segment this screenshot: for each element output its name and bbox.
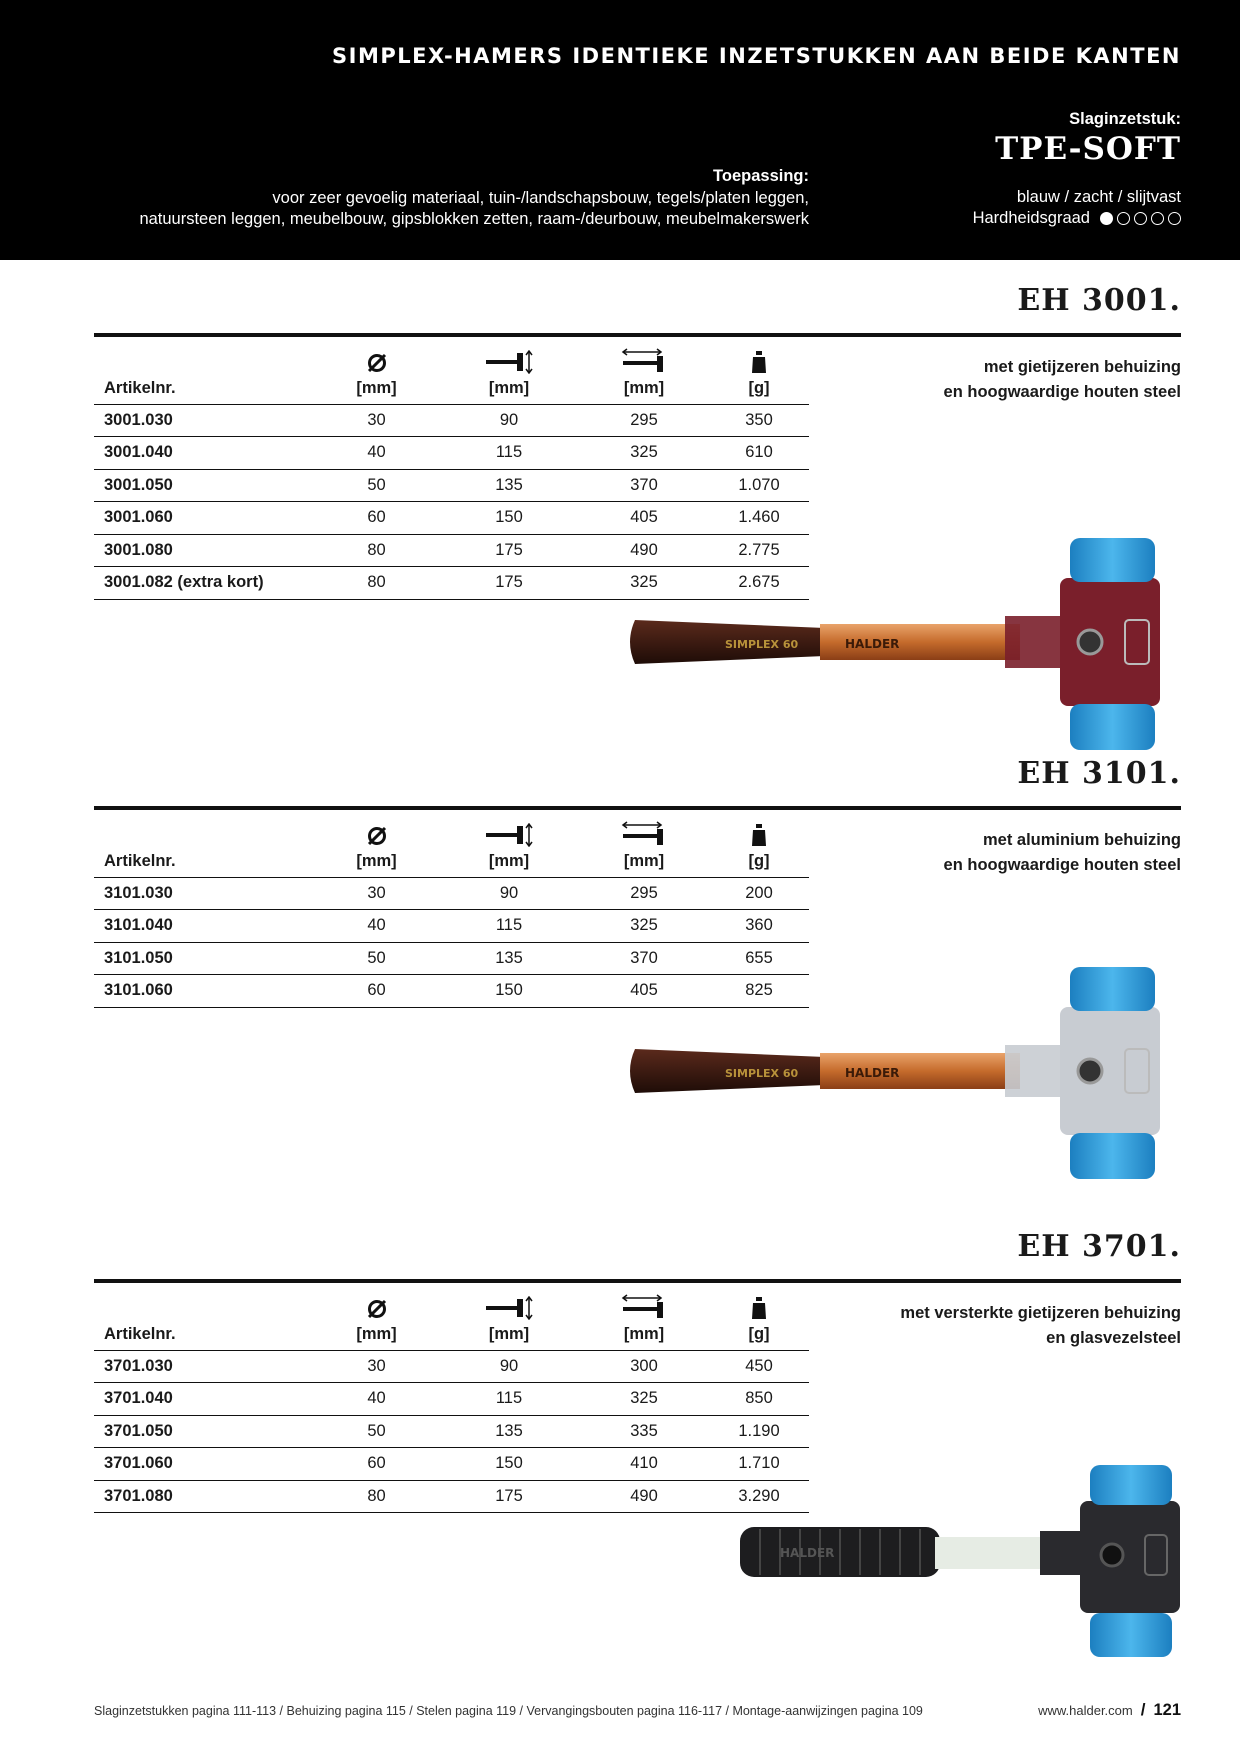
- spec-value: 2.775: [709, 534, 809, 567]
- product-description: [944, 355, 1181, 405]
- article-number: 3101.060: [94, 975, 314, 1008]
- table-row: [94, 437, 809, 470]
- column-header: [579, 337, 709, 404]
- description-line: en hoogwaardige houten steel: [943, 856, 1181, 874]
- column-header: [439, 1283, 579, 1350]
- column-header-article: Artikelnr.: [94, 810, 314, 877]
- spec-value: 325: [579, 437, 709, 470]
- spec-value: 150: [439, 502, 579, 535]
- product-description: [900, 1301, 1181, 1351]
- column-header: [314, 810, 439, 877]
- head-width-icon: [484, 823, 534, 847]
- spec-value: 40: [314, 910, 439, 943]
- footer-page-info: [1038, 1700, 1181, 1720]
- column-header: [314, 1283, 439, 1350]
- spec-value: 135: [439, 469, 579, 502]
- spec-value: 40: [314, 1383, 439, 1416]
- spec-value: 655: [709, 942, 809, 975]
- application-label: Toepassing:: [713, 167, 809, 185]
- hardness-dot-empty: [1117, 212, 1130, 225]
- spec-value: 1.070: [709, 469, 809, 502]
- model-title: EH 3101.: [1017, 756, 1181, 791]
- article-number: 3001.080: [94, 534, 314, 567]
- article-number: 3001.040: [94, 437, 314, 470]
- article-number: 3101.030: [94, 877, 314, 910]
- column-header: [579, 1283, 709, 1350]
- hardness-dot-filled: [1100, 212, 1113, 225]
- article-number: 3001.082 (extra kort): [94, 567, 314, 600]
- spec-value: 335: [579, 1415, 709, 1448]
- article-number: 3101.040: [94, 910, 314, 943]
- column-unit: [mm]: [623, 378, 665, 397]
- spec-value: 30: [314, 1350, 439, 1383]
- column-unit: [mm]: [356, 378, 397, 397]
- spec-value: 325: [579, 910, 709, 943]
- spec-value: 80: [314, 567, 439, 600]
- length-icon: [621, 1294, 667, 1320]
- table-header-row: [94, 1283, 809, 1350]
- column-unit: [g]: [748, 851, 770, 870]
- spec-value: 175: [439, 567, 579, 600]
- website-link[interactable]: www.halder.com: [1038, 1703, 1133, 1718]
- table-row: [94, 910, 809, 943]
- spec-value: 80: [314, 1480, 439, 1513]
- column-header: [314, 337, 439, 404]
- application-line: natuursteen leggen, meubelbouw, gipsblokken zetten, raam-/deurbouw, meubelmakerswerk: [139, 210, 809, 228]
- spec-value: 405: [579, 502, 709, 535]
- column-header: [579, 810, 709, 877]
- hardness-dot-empty: [1134, 212, 1147, 225]
- spec-value: 370: [579, 469, 709, 502]
- spec-value: 90: [439, 404, 579, 437]
- model-title: EH 3001.: [1017, 283, 1181, 318]
- column-unit: [mm]: [488, 851, 530, 870]
- spec-value: 405: [579, 975, 709, 1008]
- description-line: en hoogwaardige houten steel: [943, 383, 1181, 401]
- column-header-article: Artikelnr.: [94, 337, 314, 404]
- column-unit: [mm]: [623, 1324, 665, 1343]
- head-width-icon: [484, 1296, 534, 1320]
- svg-text:SIMPLEX 60: SIMPLEX 60: [725, 1067, 799, 1080]
- column-unit: [mm]: [623, 851, 665, 870]
- svg-text:HALDER: HALDER: [845, 637, 900, 651]
- hammer-image: [625, 538, 1185, 758]
- insert-description: blauw / zacht / slijtvast: [1016, 188, 1181, 206]
- article-number: 3001.030: [94, 404, 314, 437]
- spec-value: 150: [439, 1448, 579, 1481]
- spec-value: 90: [439, 1350, 579, 1383]
- column-header: [439, 337, 579, 404]
- table-row: [94, 877, 809, 910]
- spec-value: 450: [709, 1350, 809, 1383]
- model-title: EH 3701.: [1017, 1229, 1181, 1264]
- spec-value: 175: [439, 1480, 579, 1513]
- hammer-image: [625, 967, 1185, 1187]
- table-header-row: [94, 810, 809, 877]
- weight-icon: [750, 823, 768, 847]
- table-row: [94, 1383, 809, 1416]
- weight-icon: [750, 350, 768, 374]
- application-text: [139, 188, 809, 230]
- spec-value: 200: [709, 877, 809, 910]
- page-title: SIMPLEX-HAMERS IDENTIEKE INZETSTUKKEN AAN BEIDE KANTEN: [332, 44, 1181, 68]
- application-line: voor zeer gevoelig materiaal, tuin-/landschapsbouw, tegels/platen leggen,: [272, 189, 809, 207]
- description-line: met versterkte gietijzeren behuizing: [900, 1304, 1181, 1322]
- article-number: 3101.050: [94, 942, 314, 975]
- article-number: 3701.050: [94, 1415, 314, 1448]
- length-icon: [621, 821, 667, 847]
- spec-value: 40: [314, 437, 439, 470]
- spec-value: 825: [709, 975, 809, 1008]
- spec-value: 30: [314, 877, 439, 910]
- spec-value: 360: [709, 910, 809, 943]
- diameter-icon: [366, 352, 388, 374]
- spec-value: 370: [579, 942, 709, 975]
- column-header: [709, 337, 809, 404]
- column-header-article: Artikelnr.: [94, 1283, 314, 1350]
- column-unit: [mm]: [488, 378, 530, 397]
- spec-value: 60: [314, 975, 439, 1008]
- table-row: [94, 1448, 809, 1481]
- column-header: [709, 810, 809, 877]
- table-row: [94, 404, 809, 437]
- article-number: 3701.080: [94, 1480, 314, 1513]
- weight-icon: [750, 1296, 768, 1320]
- spec-value: 2.675: [709, 567, 809, 600]
- spec-value: 490: [579, 1480, 709, 1513]
- length-icon: [621, 348, 667, 374]
- table-row: [94, 469, 809, 502]
- spec-value: 850: [709, 1383, 809, 1416]
- column-unit: [g]: [748, 1324, 770, 1343]
- spec-value: 1.460: [709, 502, 809, 535]
- column-unit: [mm]: [356, 1324, 397, 1343]
- footer-references: Slaginzetstukken pagina 111-113 / Behuizing pagina 115 / Stelen pagina 119 / Vervangingsbouten pagina 116-117 / Montage-aanwijzingen pagina 109: [94, 1704, 923, 1718]
- article-number: 3701.030: [94, 1350, 314, 1383]
- diameter-icon: [366, 825, 388, 847]
- spec-value: 325: [579, 1383, 709, 1416]
- product-description: [944, 828, 1181, 878]
- table-row: [94, 1415, 809, 1448]
- spec-value: 150: [439, 975, 579, 1008]
- spec-value: 3.290: [709, 1480, 809, 1513]
- hardness-dots: [1100, 212, 1181, 225]
- spec-value: 410: [579, 1448, 709, 1481]
- article-number: 3701.060: [94, 1448, 314, 1481]
- spec-value: 490: [579, 534, 709, 567]
- column-unit: [g]: [748, 378, 770, 397]
- spec-value: 295: [579, 404, 709, 437]
- svg-text:SIMPLEX 60: SIMPLEX 60: [725, 638, 799, 651]
- spec-value: 1.710: [709, 1448, 809, 1481]
- table-header-row: [94, 337, 809, 404]
- spec-value: 80: [314, 534, 439, 567]
- footer-separator: /: [1140, 1700, 1146, 1719]
- spec-value: 30: [314, 404, 439, 437]
- insert-label: Slaginzetstuk:: [1069, 110, 1181, 128]
- description-line: en glasvezelsteel: [1046, 1329, 1181, 1347]
- article-number: 3001.060: [94, 502, 314, 535]
- column-unit: [mm]: [356, 851, 397, 870]
- svg-text:HALDER: HALDER: [780, 1546, 835, 1560]
- spec-value: 60: [314, 502, 439, 535]
- spec-value: 325: [579, 567, 709, 600]
- spec-value: 610: [709, 437, 809, 470]
- spec-value: 50: [314, 469, 439, 502]
- svg-text:HALDER: HALDER: [845, 1066, 900, 1080]
- table-row: [94, 1350, 809, 1383]
- diameter-icon: [366, 1298, 388, 1320]
- hardness-dot-empty: [1168, 212, 1181, 225]
- article-number: 3701.040: [94, 1383, 314, 1416]
- table-row: [94, 1480, 809, 1513]
- spec-value: 295: [579, 877, 709, 910]
- spec-value: 115: [439, 437, 579, 470]
- description-line: met aluminium behuizing: [982, 831, 1181, 849]
- spec-value: 115: [439, 1383, 579, 1416]
- hardness-dot-empty: [1151, 212, 1164, 225]
- head-width-icon: [484, 350, 534, 374]
- spec-value: 90: [439, 877, 579, 910]
- spec-value: 1.190: [709, 1415, 809, 1448]
- article-number: 3001.050: [94, 469, 314, 502]
- hardness-label: Hardheidsgraad: [972, 209, 1090, 227]
- spec-value: 50: [314, 1415, 439, 1448]
- insert-name: TPE-SOFT: [995, 131, 1181, 167]
- spec-table: [94, 1283, 809, 1513]
- spec-value: 115: [439, 910, 579, 943]
- spec-value: 350: [709, 404, 809, 437]
- column-header: [709, 1283, 809, 1350]
- spec-value: 60: [314, 1448, 439, 1481]
- spec-value: 50: [314, 942, 439, 975]
- spec-value: 135: [439, 942, 579, 975]
- spec-value: 135: [439, 1415, 579, 1448]
- spec-value: 175: [439, 534, 579, 567]
- column-header: [439, 810, 579, 877]
- page-number: 121: [1153, 1701, 1181, 1719]
- header-band: [0, 0, 1240, 260]
- hardness-scale: [973, 209, 1181, 228]
- spec-value: 300: [579, 1350, 709, 1383]
- column-unit: [mm]: [488, 1324, 530, 1343]
- table-row: [94, 502, 809, 535]
- description-line: met gietijzeren behuizing: [983, 358, 1181, 376]
- hammer-image: [740, 1465, 1185, 1665]
